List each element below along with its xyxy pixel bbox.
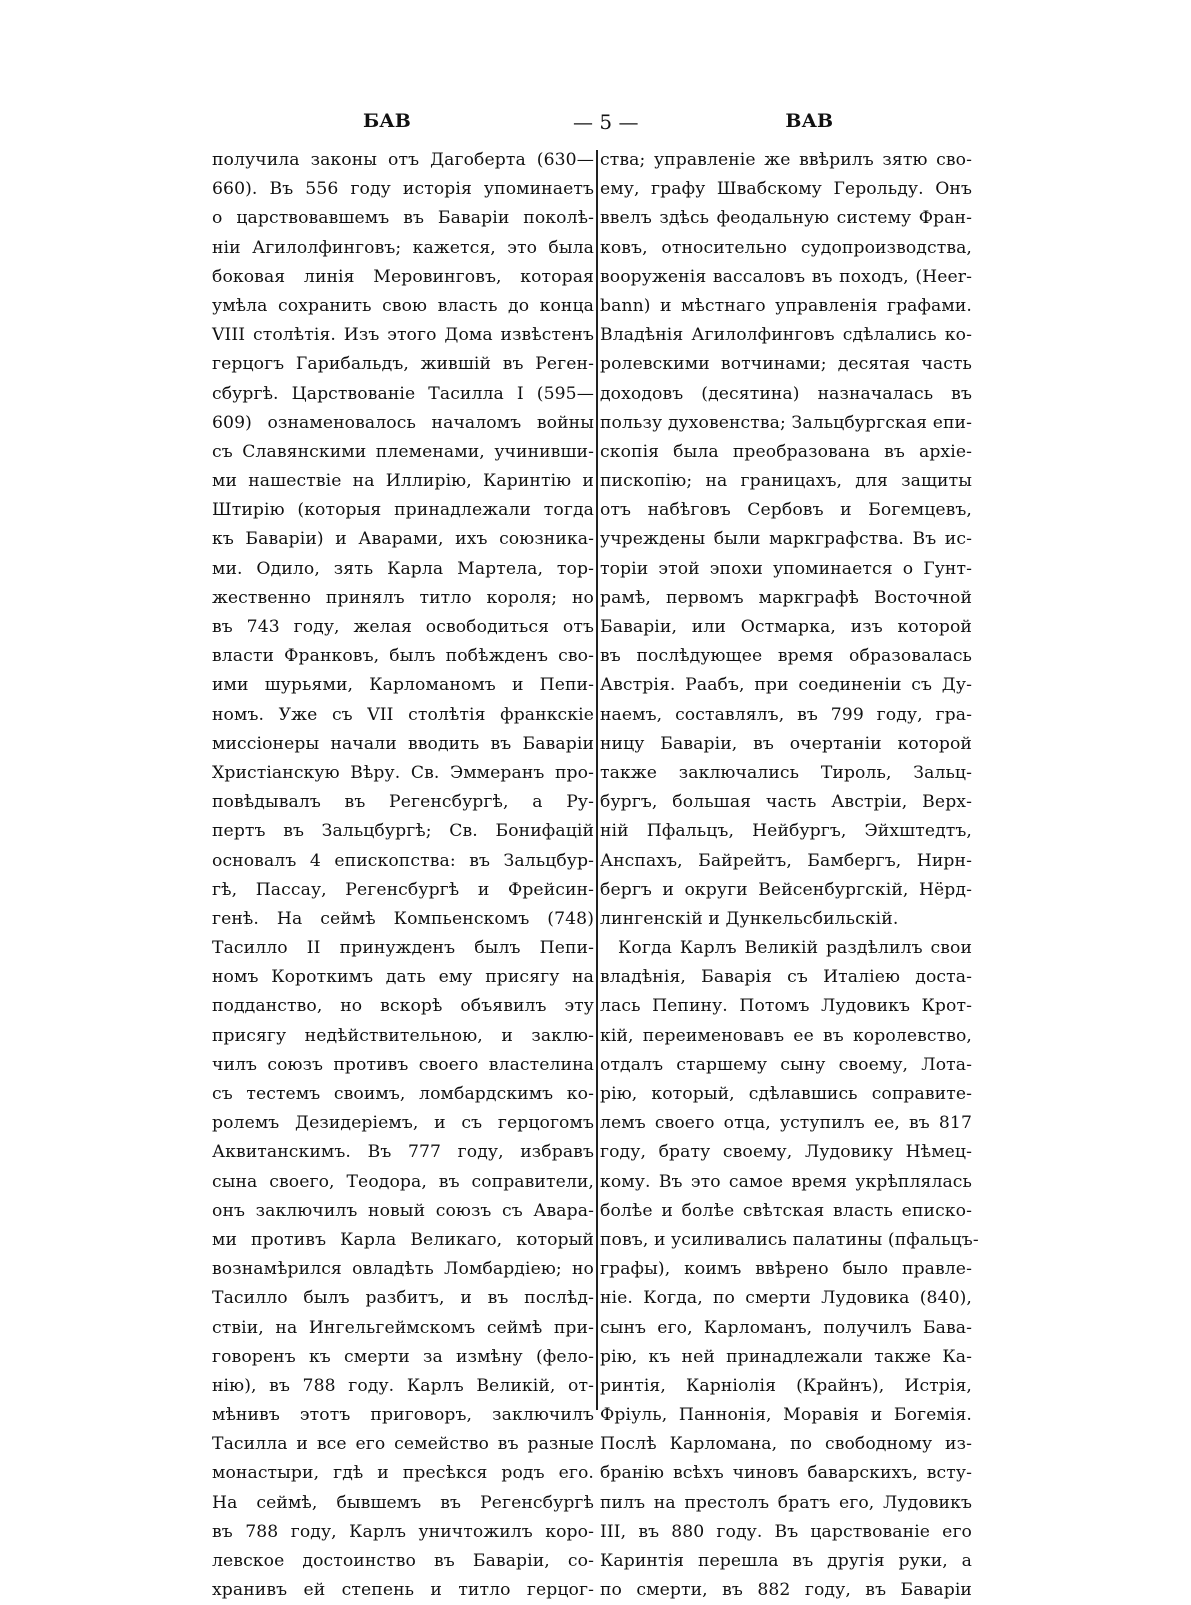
text-line: Тасилло II принужденъ былъ Пепи- xyxy=(212,938,594,959)
text-line: о царствовавшемъ въ Баваріи поколѣ- xyxy=(212,208,594,229)
text-line: Тасилло былъ разбитъ, и въ послѣд- xyxy=(212,1288,594,1309)
text-line: болѣе и болѣе свѣтская власть еписко- xyxy=(600,1200,972,1221)
text-line: онъ заключилъ новый союзъ съ Авара- xyxy=(212,1200,594,1221)
text-line: пилъ на престолъ братъ его, Лудовикъ xyxy=(600,1492,972,1513)
text-line: ролевскими вотчинами; десятая часть xyxy=(600,354,972,375)
text-line: хранивъ ей степень и титло герцог- xyxy=(212,1580,594,1601)
text-line: ввелъ здѣсь феодальную систему Фран- xyxy=(600,208,972,229)
text-line: въ 788 году, Карлъ уничтожилъ коро- xyxy=(212,1521,594,1542)
right-column xyxy=(600,146,979,1605)
text-line: ніи Агилолфинговъ; кажется, это была xyxy=(212,237,594,258)
text-line: Австрія. Раабъ, при соединеніи съ Ду- xyxy=(600,675,972,696)
text-line: ими шурьями, Карломаномъ и Пепи- xyxy=(212,675,594,696)
left-column xyxy=(212,146,594,1605)
text-line: скопія была преобразована въ архіе- xyxy=(600,441,972,462)
text-line: Послѣ Карломана, по свободному из- xyxy=(600,1434,972,1455)
text-line: умѣла сохранить свою власть до конца xyxy=(212,295,594,316)
text-line: повъ, и усиливались палатины (пфальцъ- xyxy=(600,1229,979,1250)
text-line: наемъ, составлялъ, въ 799 году, гра- xyxy=(600,704,972,725)
text-line: гѣ, Пассау, Регенсбургѣ и Фрейсин- xyxy=(212,879,594,900)
text-line: лась Пепину. Потомъ Лудовикъ Крот- xyxy=(600,996,972,1017)
text-line: чилъ союзъ противъ своего властелина xyxy=(212,1054,594,1075)
text-line: VIII столѣтія. Изъ этого Дома извѣстенъ xyxy=(212,325,594,346)
text-line: Баваріи, или Остмарка, изъ которой xyxy=(600,617,972,637)
text-line: ковъ, относительно судопроизводства, xyxy=(600,237,972,258)
text-line: въ 743 году, желая освободиться отъ xyxy=(212,617,594,637)
text-line: торіи этой эпохи упоминается о Гунт- xyxy=(600,558,972,579)
text-line: вооруженія вассаловъ въ походъ, (Heer- xyxy=(600,266,972,287)
text-line: монастыри, гдѣ и пресѣкся родъ его. xyxy=(212,1463,594,1484)
text-line: въ послѣдующее время образовалась xyxy=(600,646,972,667)
text-line: Штирію (которыя принадлежали тогда xyxy=(212,500,594,521)
text-line: 660). Въ 556 году исторія упоминаетъ xyxy=(212,179,594,200)
text-line: по смерти, въ 882 году, въ Баваріи xyxy=(600,1580,972,1601)
text-line: ему, графу Швабскому Герольду. Онъ xyxy=(600,179,972,200)
text-line: повѣдывалъ въ Регенсбургѣ, а Ру- xyxy=(212,792,594,813)
text-line: Тасилла и все его семейство въ разные xyxy=(212,1434,594,1455)
text-line: получила законы отъ Дагоберта (630— xyxy=(212,150,594,170)
text-line: генѣ. На сеймѣ Компьенскомъ (748) xyxy=(212,908,594,929)
text-line: Когда Карлъ Великій раздѣлилъ свои xyxy=(618,938,972,959)
text-line: левское достоинство въ Баваріи, со- xyxy=(212,1551,594,1571)
text-line: владѣнія, Баварія съ Италіею доста- xyxy=(600,967,972,988)
text-line: ницу Баваріи, въ очертаніи которой xyxy=(600,733,972,754)
text-line: боковая линія Меровинговъ, которая xyxy=(212,266,594,287)
text-line: бургъ, большая часть Австріи, Верх- xyxy=(600,792,972,813)
text-line: герцогъ Гарибальдъ, жившій въ Реген- xyxy=(212,354,594,375)
text-line: присягу недѣйствительною, и заклю- xyxy=(212,1025,594,1046)
text-line: сына своего, Теодора, въ соправители, xyxy=(212,1171,594,1192)
text-line: пископію; на границахъ, для защиты xyxy=(600,471,972,492)
text-line: подданство, но вскорѣ объявилъ эту xyxy=(212,996,594,1017)
text-line: номъ. Уже съ VII столѣтія франкскіе xyxy=(212,704,594,725)
text-line: bann) и мѣстнаго управленія графами. xyxy=(600,295,972,316)
text-line: ми. Одило, зять Карла Мартела, тор- xyxy=(212,558,594,579)
page-number: — 5 — xyxy=(573,110,639,134)
text-line: ми противъ Карла Великаго, который xyxy=(212,1229,594,1250)
running-header xyxy=(363,110,833,140)
text-line: Владѣнія Агилолфинговъ сдѣлались ко- xyxy=(600,325,972,346)
text-line: рію, который, сдѣлавшись соправите- xyxy=(600,1084,972,1104)
text-line: Анспахъ, Байрейтъ, Бамбергъ, Нирн- xyxy=(600,850,972,871)
text-line: III, въ 880 году. Въ царствованіе его xyxy=(600,1521,972,1542)
text-line: ствіи, на Ингельгеймскомъ сеймѣ при- xyxy=(212,1317,594,1338)
text-line: также заключались Тироль, Зальц- xyxy=(600,762,972,783)
text-line: къ Баваріи) и Аварами, ихъ союзника- xyxy=(212,529,594,550)
text-line: рамѣ, первомъ маркграфѣ Восточной xyxy=(600,587,972,608)
text-line: графы), коимъ ввѣрено было правле- xyxy=(600,1259,972,1280)
text-line: отъ набѣговъ Сербовъ и Богемцевъ, xyxy=(600,500,972,521)
text-line: пользу духовенства; Зальцбургская епи- xyxy=(600,412,972,433)
text-line: ній Пфальцъ, Нейбургъ, Эйхштедтъ, xyxy=(600,821,972,842)
text-line: лемъ своего отца, уступилъ ее, въ 817 xyxy=(600,1113,972,1134)
text-line: ролемъ Дезидеріемъ, и съ герцогомъ xyxy=(212,1113,594,1134)
text-line: жественно принялъ титло короля; но xyxy=(212,587,594,608)
text-line: сынъ его, Карломанъ, получилъ Бава- xyxy=(600,1317,972,1338)
text-line: мѣнивъ этотъ приговоръ, заключилъ xyxy=(212,1405,594,1426)
text-line: кому. Въ это самое время укрѣплялась xyxy=(600,1171,972,1192)
text-line: основалъ 4 епископства: въ Зальцбур- xyxy=(212,850,594,871)
text-line: лингенскій и Дункельсбильскій. xyxy=(600,908,899,929)
text-line: Христіанскую Вѣру. Св. Эммеранъ про- xyxy=(212,762,594,783)
text-line: рію, къ ней принадлежали также Ка- xyxy=(600,1346,972,1367)
text-line: Аквитанскимъ. Въ 777 году, избравъ xyxy=(212,1142,594,1163)
text-line: На сеймѣ, бывшемъ въ Регенсбургѣ xyxy=(212,1492,594,1513)
text-line: Фріуль, Паннонія, Моравія и Богемія. xyxy=(600,1405,972,1426)
column-divider xyxy=(596,150,598,1410)
text-line: ніе. Когда, по смерти Лудовика (840), xyxy=(600,1288,972,1309)
text-line: сбургѣ. Царствованіе Тасилла I (595— xyxy=(212,383,594,404)
text-line: отдалъ старшему сыну своему, Лота- xyxy=(600,1054,972,1075)
text-line: пертъ въ Зальцбургѣ; Св. Бонифацій xyxy=(212,821,594,842)
text-line: ства; управленіе же ввѣрилъ зятю сво- xyxy=(600,150,972,170)
text-line: съ Славянскими племенами, учинивши- xyxy=(212,441,594,462)
text-line: власти Франковъ, былъ побѣжденъ сво- xyxy=(212,646,594,667)
text-line: учреждены были маркграфства. Въ ис- xyxy=(600,529,972,550)
text-line: году, брату своему, Лудовику Нѣмец- xyxy=(600,1142,972,1163)
text-line: говоренъ къ смерти за измѣну (фело- xyxy=(212,1346,594,1367)
text-line: 609) ознаменовалось началомъ войны xyxy=(212,412,594,433)
text-line: бранію всѣхъ чиновъ баварскихъ, всту- xyxy=(600,1463,972,1484)
text-line: кій, переименовавъ ее въ королевство, xyxy=(600,1025,972,1046)
text-line: съ тестемъ своимъ, ломбардскимъ ко- xyxy=(212,1084,594,1104)
text-line: номъ Короткимъ дать ему присягу на xyxy=(212,967,594,988)
text-line: бергъ и округи Вейсенбургскій, Нёрд- xyxy=(600,879,972,900)
text-line: нію), въ 788 году. Карлъ Великій, от- xyxy=(212,1375,594,1396)
text-line: миссіонеры начали вводить въ Баваріи xyxy=(212,733,594,754)
text-line: ми нашествіе на Иллирію, Каринтію и xyxy=(212,471,594,492)
text-line: ринтія, Карніолія (Крайнъ), Истрія, xyxy=(600,1375,972,1396)
header-right-word: ВАВ xyxy=(785,110,833,132)
text-line: доходовъ (десятина) назначалась въ xyxy=(600,383,972,404)
text-line: Каринтія перешла въ другія руки, а xyxy=(600,1551,972,1571)
header-left-word: БАВ xyxy=(363,110,411,132)
text-line: вознамѣрился овладѣть Ломбардіею; но xyxy=(212,1259,594,1280)
